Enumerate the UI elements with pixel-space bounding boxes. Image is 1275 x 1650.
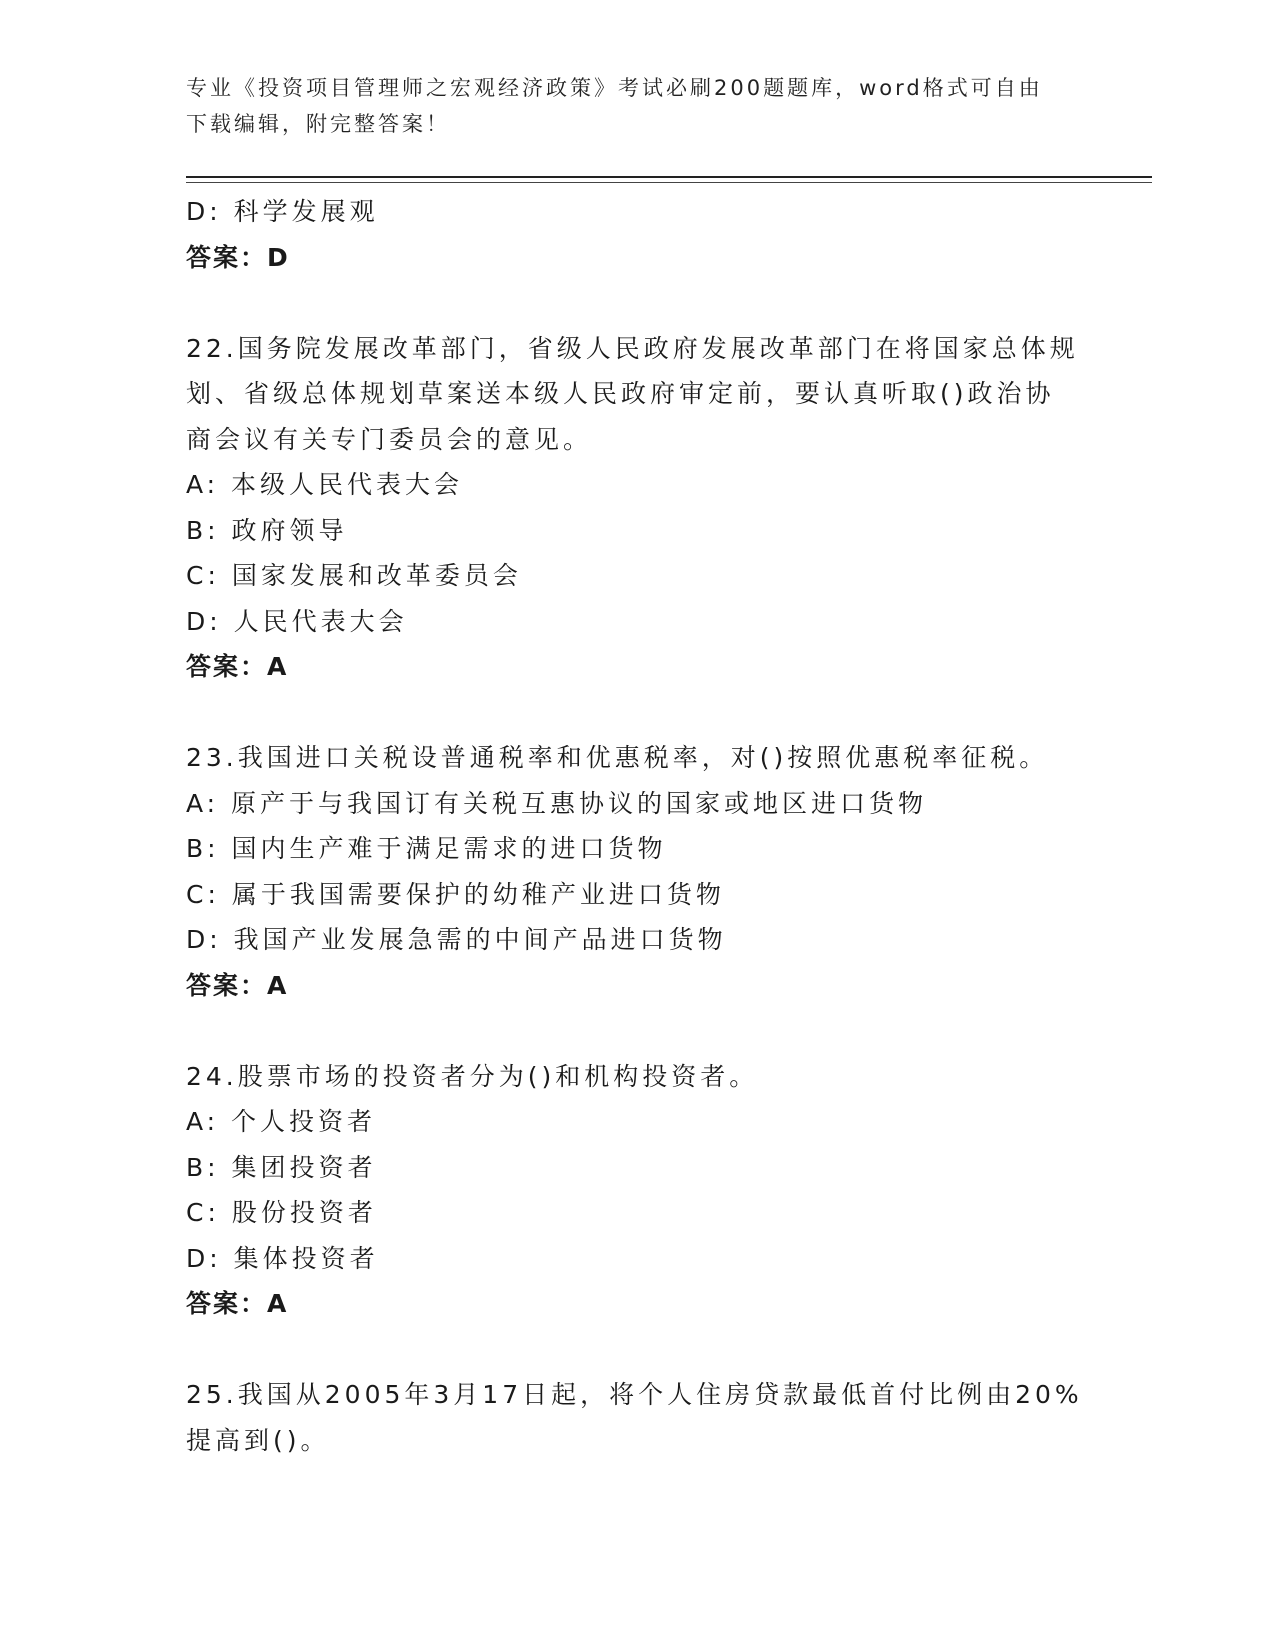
option-b: B: 政府领导 [186, 515, 348, 545]
option-a: A: 原产于与我国订有关税互惠协议的国家或地区进口货物 [186, 788, 928, 818]
spacer [186, 1327, 1086, 1373]
option-b: B: 集团投资者 [186, 1152, 377, 1182]
question-23-line-1: 23.我国进口关税设普通税率和优惠税率，对()按照优惠税率征税。 [186, 743, 1049, 772]
question-22-line-3: 商会议有关专门委员会的意见。 [186, 424, 593, 454]
answer: 答案：A [186, 652, 289, 681]
spacer [186, 1008, 1086, 1054]
answer: 答案：A [186, 970, 289, 1000]
answer: 答案：A [186, 1289, 289, 1318]
option-a: A: 本级人民代表大会 [186, 470, 464, 499]
option-d: D: 人民代表大会 [186, 606, 408, 636]
option-b: B: 国内生产难于满足需求的进口货物 [186, 834, 667, 863]
option-d: D: 集体投资者 [186, 1243, 379, 1273]
question-24-line-1: 24.股票市场的投资者分为()和机构投资者。 [186, 1061, 759, 1091]
option-a: A: 个人投资者 [186, 1107, 377, 1136]
header-divider [186, 176, 1152, 178]
spacer [186, 690, 1086, 736]
header-line-2: 下载编辑，附完整答案！ [186, 112, 450, 136]
option-d: D: 科学发展观 [186, 197, 379, 226]
document-body [186, 189, 1086, 1463]
header-line-1: 专业《投资项目管理师之宏观经济政策》考试必刷200题题库，word格式可自由 [186, 76, 1043, 100]
question-25-line-2: 提高到()。 [186, 1425, 330, 1455]
page-header [186, 70, 1066, 142]
option-d: D: 我国产业发展急需的中间产品进口货物 [186, 925, 727, 954]
spacer [186, 280, 1086, 326]
question-22-line-2: 划、省级总体规划草案送本级人民政府审定前，要认真听取()政治协 [186, 379, 1055, 408]
question-25-line-1: 25.我国从2005年3月17日起，将个人住房贷款最低首付比例由20% [186, 1380, 1083, 1409]
question-22-line-1: 22.国务院发展改革部门，省级人民政府发展改革部门在将国家总体规 [186, 333, 1079, 363]
option-c: C: 股份投资者 [186, 1198, 377, 1227]
answer: 答案：D [186, 242, 290, 272]
option-c: C: 国家发展和改革委员会 [186, 561, 522, 590]
option-c: C: 属于我国需要保护的幼稚产业进口货物 [186, 879, 725, 909]
header-divider-thin [186, 182, 1152, 183]
